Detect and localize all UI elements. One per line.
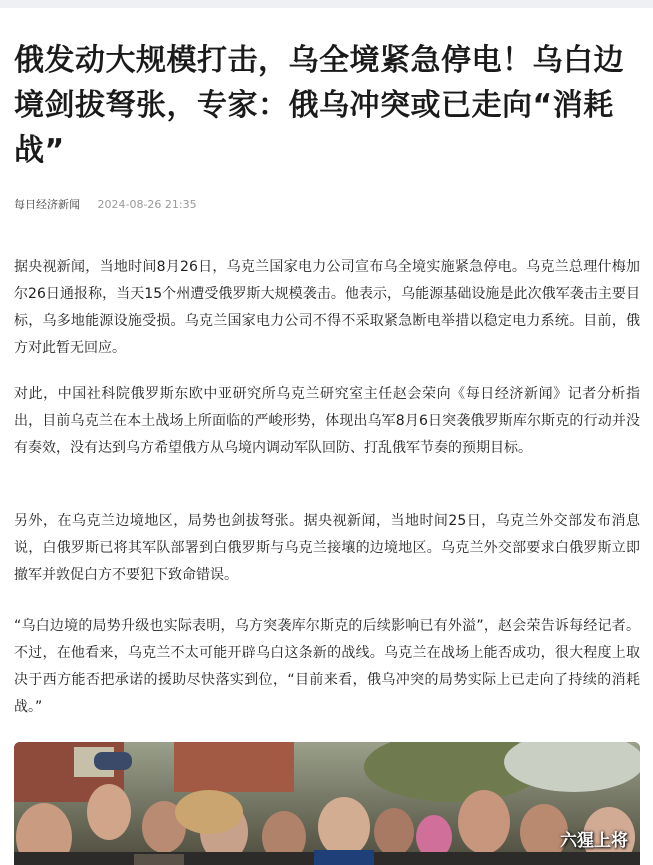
article-paragraph-2: 对此，中国社科院俄罗斯东欧中亚研究所乌克兰研究室主任赵会荣向《每日经济新闻》记者分析指出，目前乌克兰在本土战场上所面临的严峻形势，体现出乌军8月6日突袭俄罗斯库尔斯克的行动并没有奏效，没有达到乌方希望俄方从乌境内调动军队回防、打乱俄军节奏的预期目标。 bbox=[14, 386, 640, 456]
article-paragraph-1: 据央视新闻，当地时间8月26日，乌克兰国家电力公司宣布乌全境实施紧急停电。乌克兰总理什梅加尔26日通报称，当天15个州遭受俄罗斯大规模袭击。他表示，乌能源基础设施是此次俄军袭击主要目标，乌多地能源设施受损。乌克兰国家电力公司不得不采取紧急断电举措以稳定电力系统。目前，俄方对此暂无回应。 bbox=[14, 259, 640, 356]
article-meta bbox=[14, 196, 197, 212]
article-paragraph-3: 另外，在乌克兰边境地区，局势也剑拔弩张。据央视新闻，当地时间25日，乌克兰外交部发布消息说，白俄罗斯已将其军队部署到白俄罗斯与乌克兰接壤的边境地区。乌克兰外交部要求白俄罗斯立即撤军并敦促白方不要犯下致命错误。 bbox=[14, 513, 640, 583]
publish-date: 2024-08-26 21:35 bbox=[97, 198, 197, 211]
crowd-photo-illustration bbox=[14, 742, 640, 865]
article-paragraph-4: “乌白边境的局势升级也实际表明，乌方突袭库尔斯克的后续影响已有外溢”，赵会荣告诉每经记者。不过，在他看来，乌克兰不太可能开辟乌白这条新的战线。乌克兰在战场上能否成功，很大程度上取决于西方能否把承诺的援助尽快落实到位，“目前来看，俄乌冲突的局势实际上已走向了持续的消耗战。” bbox=[14, 618, 640, 715]
top-band bbox=[0, 0, 653, 8]
article-title: 俄发动大规模打击，乌全境紧急停电！乌白边境剑拔弩张，专家：俄乌冲突或已走向“消耗战” bbox=[14, 43, 624, 168]
watermark: 六猩上将 bbox=[560, 831, 628, 851]
article-photo[interactable] bbox=[14, 742, 640, 865]
source-name[interactable]: 每日经济新闻 bbox=[14, 198, 80, 211]
